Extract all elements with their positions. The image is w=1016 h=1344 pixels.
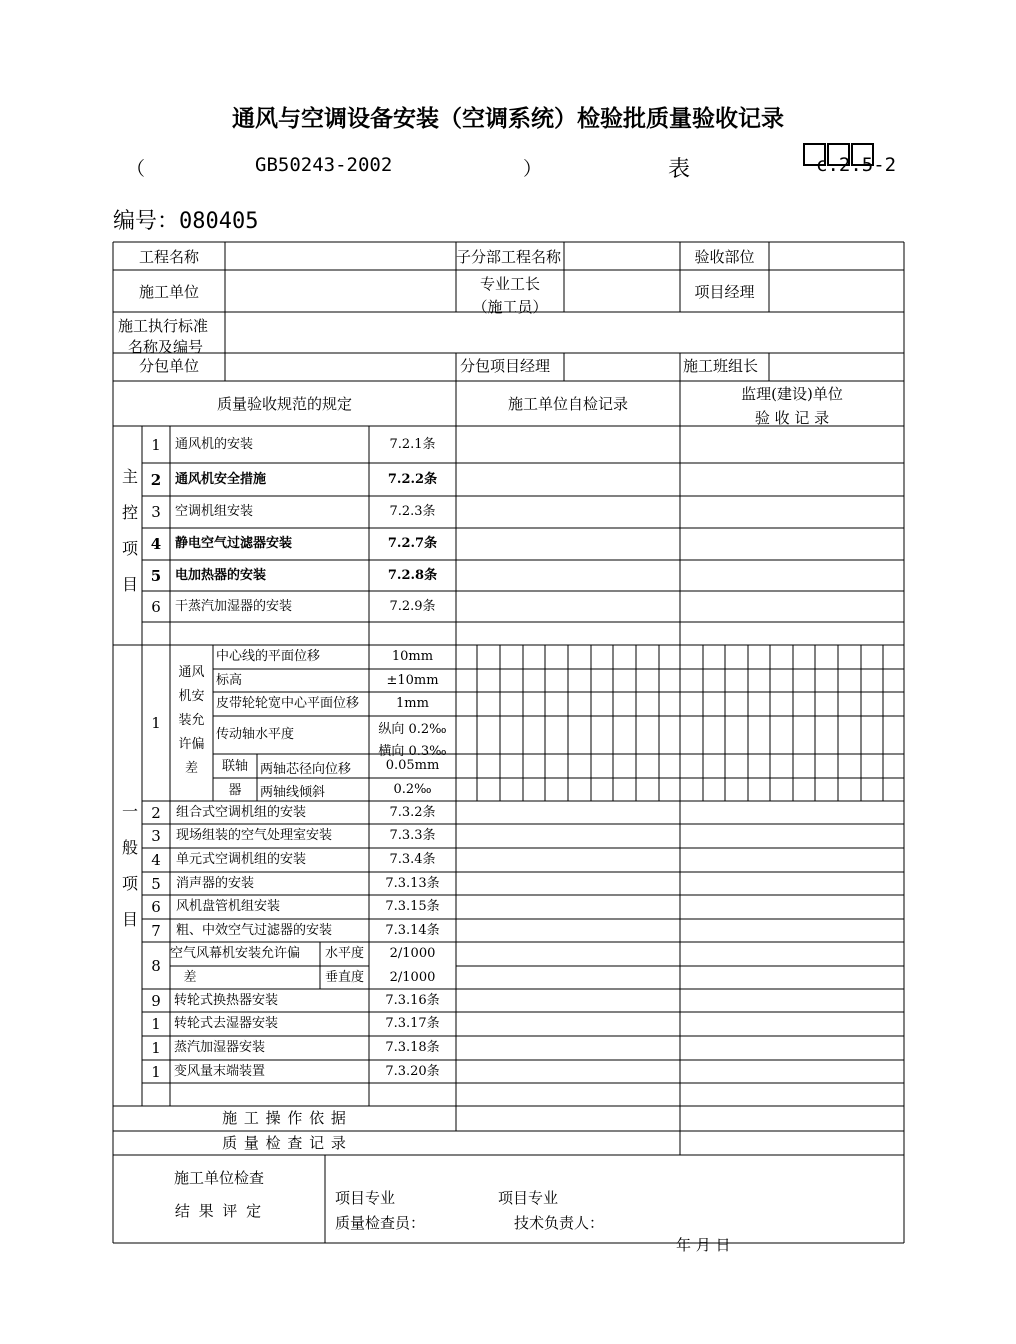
item-name: 风机盘管机组安装	[176, 899, 281, 914]
item-name: 干蒸汽加湿器的安装	[175, 598, 293, 614]
fan-deviation-label: 差	[184, 761, 198, 776]
item-name: 转轮式去湿器安装	[174, 1016, 279, 1031]
item-clause: 7.3.15条	[385, 899, 440, 914]
label-basis: 施 工 操 作 依 据	[222, 1109, 347, 1127]
label-foreman: 专业工长	[479, 275, 540, 293]
column-self-check: 施工单位自检记录	[507, 395, 628, 413]
coupling-label: 联轴	[221, 759, 248, 774]
label-acceptance-part: 验收部位	[694, 248, 755, 266]
item-clause: 7.3.20条	[385, 1063, 440, 1079]
coupling-value: 0.2‰	[393, 781, 432, 797]
deviation-value: ±10mm	[386, 672, 439, 688]
item-clause: 7.2.2条	[387, 471, 438, 487]
form-title: 通风与空调设备安装（空调系统）检验批质量验收记录	[232, 106, 784, 132]
item-name: 静电空气过滤器安装	[175, 536, 293, 551]
item-clause: 7.3.14条	[385, 922, 440, 938]
item-name: 转轮式换热器安装	[174, 992, 279, 1008]
standard-code: GB50243-2002	[255, 154, 393, 176]
form-number-label: 编号：	[113, 209, 180, 234]
item-name: 现场组装的空气处理室安装	[176, 828, 333, 843]
coupling-value: 0.05mm	[385, 758, 440, 773]
item-clause: 7.3.3条	[389, 828, 436, 843]
curtain-deviation-value: 2/1000	[389, 969, 436, 985]
label-sub-pm: 分包项目经理	[460, 357, 551, 375]
column-spec: 质量验收规范的规定	[216, 395, 352, 413]
item-number: 4	[150, 535, 162, 553]
main-group-label: 控	[121, 503, 138, 522]
item-number: 4	[151, 851, 161, 869]
curtain-deviation-name: 水平度	[324, 946, 364, 961]
item-clause: 7.3.2条	[389, 804, 436, 820]
main-group-label: 目	[121, 575, 138, 594]
table-word: 表	[668, 157, 691, 182]
item-clause: 7.3.4条	[389, 852, 436, 867]
deviation-value: 10mm	[391, 649, 434, 664]
curtain-deviation-value: 2/1000	[389, 946, 436, 961]
general-group-label: 目	[121, 910, 138, 929]
label-tech-lead-sub: 技术负责人：	[514, 1214, 605, 1232]
deviation-value: 横向 0.3‰	[378, 744, 447, 759]
label-project-name: 工程名称	[138, 248, 199, 266]
item-number: 3	[151, 827, 161, 845]
item-number: 5	[150, 566, 162, 585]
label-foreman-sub: （施工员）	[472, 298, 548, 316]
label-eval: 施工单位检查	[173, 1169, 264, 1187]
item-number: 3	[151, 503, 161, 521]
subtitle-open-paren: （	[126, 158, 146, 180]
general-group-label: 项	[121, 874, 138, 893]
table-code: c.2.5-2	[816, 154, 897, 176]
deviation-value: 纵向 0.2‰	[378, 722, 447, 737]
item-number: 2	[151, 803, 161, 822]
label-construction-unit: 施工单位	[138, 283, 199, 301]
item-number: 1	[151, 1062, 161, 1081]
main-group-label: 项	[121, 539, 138, 558]
item-clause: 7.3.17条	[385, 1016, 440, 1031]
item-name: 消声器的安装	[176, 875, 255, 891]
label-record: 质 量 检 查 记 录	[222, 1134, 347, 1152]
item-clause: 7.2.3条	[389, 504, 436, 519]
fan-deviation-label: 装允	[178, 713, 205, 728]
item-name: 粗、中效空气过滤器的安装	[176, 922, 333, 938]
label-inspector: 项目专业	[335, 1189, 396, 1207]
item-clause: 7.3.16条	[385, 992, 440, 1008]
label-inspector-sub: 质量检查员：	[335, 1214, 426, 1232]
item-clause: 7.2.7条	[387, 536, 438, 551]
column-supervisor-sub: 验 收 记 录	[754, 409, 830, 427]
item-name: 通风机安全措施	[175, 471, 267, 487]
coupling-name: 两轴线倾斜	[260, 785, 326, 800]
column-supervisor: 监理(建设)单位	[741, 385, 843, 403]
item-number: 2	[150, 470, 162, 489]
item-number: 8	[151, 956, 161, 975]
form-number-value: 080405	[179, 209, 259, 234]
item-number: 7	[151, 921, 161, 940]
deviation-name: 中心线的平面位移	[216, 649, 321, 664]
item-name: 组合式空调机组的安装	[176, 804, 307, 820]
item-name: 差	[183, 969, 197, 985]
coupling-label: 器	[228, 783, 242, 798]
main-group-label: 主	[121, 467, 138, 486]
item-number: 6	[151, 898, 161, 916]
label-subcontractor: 分包单位	[138, 357, 199, 375]
item-name: 空气风幕机安装允许偏	[170, 946, 301, 961]
subtitle-close-paren: ）	[523, 158, 543, 180]
item-name: 蒸汽加湿器安装	[174, 1040, 266, 1055]
general-group-label: 一	[121, 802, 138, 821]
item-clause: 7.2.8条	[387, 567, 438, 583]
label-eval-sub: 结 果 评 定	[174, 1202, 264, 1220]
item-name: 变风量末端装置	[174, 1063, 266, 1079]
label-team-leader: 施工班组长	[683, 357, 759, 375]
fan-deviation-label: 机安	[178, 689, 205, 704]
item-clause: 7.2.9条	[389, 598, 436, 614]
item-number: 1	[151, 714, 161, 732]
label-project-manager: 项目经理	[694, 283, 755, 301]
label-sub-project: 子分部工程名称	[456, 248, 562, 266]
deviation-name: 传动轴水平度	[216, 727, 295, 742]
item-clause: 7.3.18条	[385, 1040, 440, 1055]
fan-deviation-label: 许偏	[178, 737, 205, 752]
item-number: 6	[151, 597, 161, 616]
item-clause: 7.2.1条	[389, 436, 436, 452]
item-number: 5	[151, 874, 161, 893]
item-number: 1	[151, 435, 161, 454]
item-name: 单元式空调机组的安装	[176, 852, 307, 867]
item-clause: 7.3.13条	[385, 875, 440, 891]
item-number: 9	[151, 991, 161, 1010]
label-date: 年 月 日	[676, 1236, 731, 1254]
label-standard-sub: 名称及编号	[128, 338, 204, 356]
curtain-deviation-name: 垂直度	[324, 969, 364, 985]
item-name: 空调机组安装	[175, 504, 254, 519]
fan-deviation-label: 通风	[178, 665, 205, 680]
item-name: 电加热器的安装	[175, 567, 267, 583]
deviation-name: 标高	[216, 672, 243, 688]
deviation-value: 1mm	[396, 696, 429, 711]
label-standard: 施工执行标准	[118, 317, 209, 335]
general-group-label: 般	[121, 838, 138, 857]
item-name: 通风机的安装	[175, 436, 254, 452]
coupling-name: 两轴芯径向位移	[260, 762, 352, 777]
label-tech-lead: 项目专业	[498, 1189, 559, 1207]
item-number: 1	[151, 1039, 161, 1057]
item-number: 1	[151, 1015, 161, 1033]
deviation-name: 皮带轮轮宽中心平面位移	[216, 696, 360, 711]
